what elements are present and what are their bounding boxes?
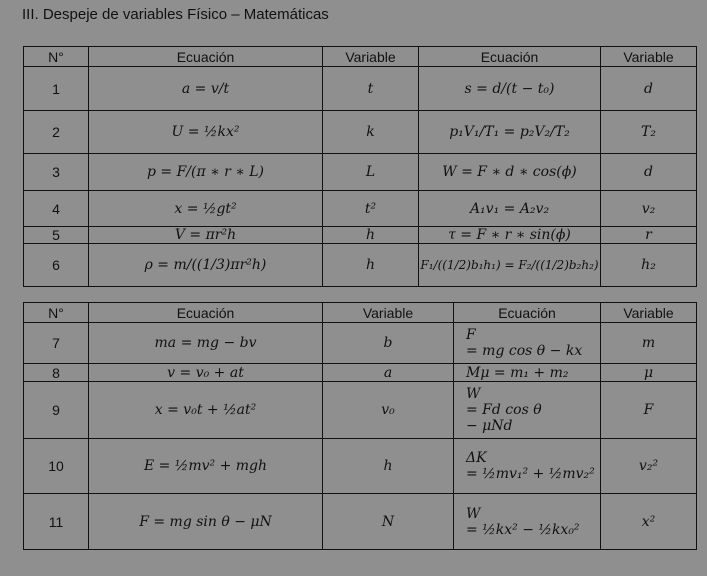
- variable: v₂²: [601, 439, 697, 494]
- equation-line: W: [466, 386, 481, 402]
- table-header-row: [24, 303, 697, 323]
- row-number: 9: [24, 382, 89, 439]
- equation: v = v₀ + at: [89, 364, 323, 382]
- equation: E = ½mv² + mgh: [89, 439, 323, 494]
- header-equation: Ecuación: [89, 303, 323, 323]
- variable: T₂: [601, 111, 697, 154]
- equation: ma = mg − bv: [89, 323, 323, 364]
- equation: [454, 364, 601, 382]
- header-equation: Ecuación: [89, 47, 323, 67]
- equation-line: F: [466, 327, 476, 343]
- equation-line: = mg cos θ − kx: [466, 343, 583, 359]
- row-number: 4: [24, 191, 89, 227]
- variable: F: [601, 382, 697, 439]
- equation: A₁v₁ = A₂v₂: [419, 191, 601, 227]
- row-number: 8: [24, 364, 89, 382]
- table-header-row: [24, 47, 697, 67]
- header-variable: Variable: [323, 303, 454, 323]
- equation-line: = ½mv₁² + ½mv₂²: [466, 466, 595, 482]
- table-row: [24, 382, 697, 439]
- header-equation: Ecuación: [454, 303, 601, 323]
- variable: L: [323, 154, 419, 191]
- equation: [454, 323, 601, 364]
- equation: x = ½gt²: [89, 191, 323, 227]
- variable: t²: [323, 191, 419, 227]
- table-row: [24, 364, 697, 382]
- equation: τ = F ∗ r ∗ sin(ϕ): [419, 227, 601, 244]
- equation: s = d/(t − t₀): [419, 67, 601, 111]
- equation: p = F/(π ∗ r ∗ L): [89, 154, 323, 191]
- equation-line: = ½kx² − ½kx₀²: [466, 521, 580, 538]
- table-row: [24, 67, 697, 111]
- header-variable: Variable: [601, 47, 697, 67]
- header-variable: Variable: [323, 47, 419, 67]
- equation-line: = Fd cos θ: [466, 402, 542, 418]
- table-row: [24, 111, 697, 154]
- equation: [454, 494, 601, 550]
- table-row: [24, 191, 697, 227]
- variable: x²: [601, 494, 697, 550]
- table-row: [24, 494, 697, 550]
- variable: t: [323, 67, 419, 111]
- variable: r: [601, 227, 697, 244]
- table-row: [24, 227, 697, 244]
- variable: h: [323, 244, 419, 287]
- variable: k: [323, 111, 419, 154]
- header-number: N°: [24, 47, 89, 67]
- variable: v₂: [601, 191, 697, 227]
- header-number: N°: [24, 303, 89, 323]
- equation: W = F ∗ d ∗ cos(ϕ): [419, 154, 601, 191]
- table-row: [24, 323, 697, 364]
- equation-line: ΔK: [466, 450, 487, 466]
- row-number: 3: [24, 154, 89, 191]
- variable: v₀: [323, 382, 454, 439]
- equation-line: Mμ = m₁ + m₂: [466, 364, 569, 381]
- table-row: [24, 154, 697, 191]
- variable: d: [601, 67, 697, 111]
- variable: μ: [601, 364, 697, 382]
- equations-table-2: [23, 302, 697, 550]
- row-number: 5: [24, 227, 89, 244]
- equation: p₁V₁/T₁ = p₂V₂/T₂: [419, 111, 601, 154]
- row-number: 11: [24, 494, 89, 550]
- equation: F = mg sin θ − μN: [89, 494, 323, 550]
- variable: h: [323, 227, 419, 244]
- equation: a = v/t: [89, 67, 323, 111]
- equations-table-1: [23, 46, 697, 287]
- row-number: 7: [24, 323, 89, 364]
- variable: d: [601, 154, 697, 191]
- equation: [454, 439, 601, 494]
- equation: U = ½kx²: [89, 111, 323, 154]
- equation-line: W: [466, 505, 481, 522]
- row-number: 2: [24, 111, 89, 154]
- equation: x = v₀t + ½at²: [89, 382, 323, 439]
- variable: h₂: [601, 244, 697, 287]
- variable: b: [323, 323, 454, 364]
- row-number: 10: [24, 439, 89, 494]
- variable: h: [323, 439, 454, 494]
- variable: N: [323, 494, 454, 550]
- page-title: III. Despeje de variables Físico – Matemáticas: [22, 6, 329, 23]
- equation: [454, 382, 601, 439]
- header-equation: Ecuación: [419, 47, 601, 67]
- variable: m: [601, 323, 697, 364]
- table-row: [24, 439, 697, 494]
- equation: F₁/((1/2)b₁h₁) = F₂/((1/2)b₂h₂): [419, 244, 601, 287]
- equation: V = πr²h: [89, 227, 323, 244]
- equation: ρ = m/((1/3)πr²h): [89, 244, 323, 287]
- row-number: 6: [24, 244, 89, 287]
- table-row: [24, 244, 697, 287]
- equation-line: − μNd: [466, 418, 513, 434]
- header-variable: Variable: [601, 303, 697, 323]
- row-number: 1: [24, 67, 89, 111]
- variable: a: [323, 364, 454, 382]
